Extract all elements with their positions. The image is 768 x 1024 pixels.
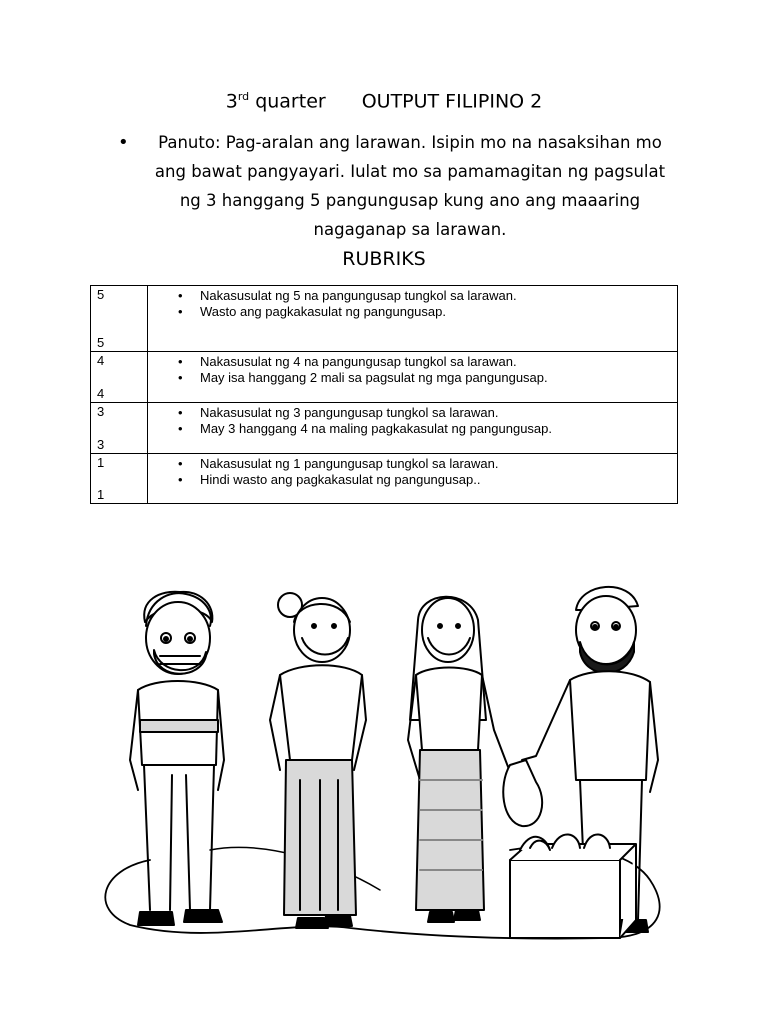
legs: [144, 765, 214, 910]
criteria-item: • Nakasusulat ng 1 pangungusap tungkol sa larawan.: [200, 456, 677, 472]
criteria-cell: [148, 286, 678, 352]
skirt: [416, 750, 484, 910]
rubric-row: [91, 352, 678, 403]
shoe: [324, 916, 352, 926]
criteria-item: • Nakasusulat ng 3 pangungusap tungkol sa larawan.: [200, 405, 677, 421]
rubric-table: [90, 285, 678, 504]
illustration: [90, 560, 680, 950]
criteria-item: • Nakasusulat ng 5 na pangungusap tungkol sa larawan.: [200, 288, 677, 304]
score-value: 4: [97, 386, 105, 401]
title-ordinal: rd: [237, 90, 250, 103]
criteria-cell: [148, 454, 678, 504]
score-value: 5: [97, 287, 105, 302]
person-man-masked: [130, 592, 224, 925]
page-title: [0, 90, 768, 112]
person-woman-long-hair: [408, 597, 510, 922]
title-number: 3: [225, 90, 238, 113]
shoe: [428, 912, 454, 922]
instructions: [118, 128, 678, 244]
arm: [270, 675, 280, 770]
criteria-item: • Hindi wasto ang pagkakasulat ng pangungusap..: [200, 472, 677, 488]
criteria-item: • Nakasusulat ng 4 na pangungusap tungkol sa larawan.: [200, 354, 677, 370]
box-top: [510, 860, 620, 938]
bullet-icon: •: [118, 132, 129, 153]
relief-box: [510, 834, 636, 938]
rubric-row: [91, 403, 678, 454]
score-cell: [91, 454, 148, 504]
score-value: 1: [97, 455, 105, 470]
rubric-row: [91, 286, 678, 352]
shoe: [454, 910, 480, 920]
arm: [522, 680, 570, 760]
person-woman-bun: [270, 593, 366, 928]
eye: [332, 624, 336, 628]
rubric-heading: RUBRIKS: [342, 248, 426, 270]
score-cell: [91, 286, 148, 352]
arm: [218, 690, 224, 790]
arm: [650, 682, 658, 792]
score-value: 3: [97, 404, 105, 419]
eye: [456, 624, 460, 628]
arm: [482, 675, 510, 772]
criteria-item: • Wasto ang pagkakasulat ng pangungusap.: [200, 304, 677, 320]
shirt-stripe: [140, 720, 218, 732]
rubric-row: [91, 454, 678, 504]
score-value: 5: [97, 335, 105, 350]
eye: [438, 624, 442, 628]
torso: [280, 665, 362, 760]
score-value: 4: [97, 353, 105, 368]
criteria-cell: [148, 403, 678, 454]
eye: [312, 624, 316, 628]
score-cell: [91, 403, 148, 454]
criteria-item: • May isa hanggang 2 mali sa pagsulat ng mga pangungusap.: [200, 370, 677, 386]
score-value: 3: [97, 437, 105, 452]
criteria-cell: [148, 352, 678, 403]
arm: [130, 690, 138, 790]
instructions-text: Panuto: Pag-aralan ang larawan. Isipin mo na nasaksihan mo ang bawat pangyayari. Iulat mo sa pamamagitan ng pagsulat ng 3 hanggang 5 pangungusap kung ano ang maaaring nagaganap sa larawan.: [154, 133, 666, 239]
torso: [416, 668, 482, 751]
shoe: [138, 912, 174, 925]
title-quarter: quarter: [255, 90, 326, 113]
criteria-item: • May 3 hanggang 4 na maling pagkakasulat ng pangungusap.: [200, 421, 677, 437]
score-value: 1: [97, 487, 105, 502]
torso: [570, 671, 650, 780]
shoe: [184, 910, 222, 922]
bag: [503, 760, 542, 826]
title-subject: OUTPUT FILIPINO 2: [361, 90, 543, 113]
score-cell: [91, 352, 148, 403]
